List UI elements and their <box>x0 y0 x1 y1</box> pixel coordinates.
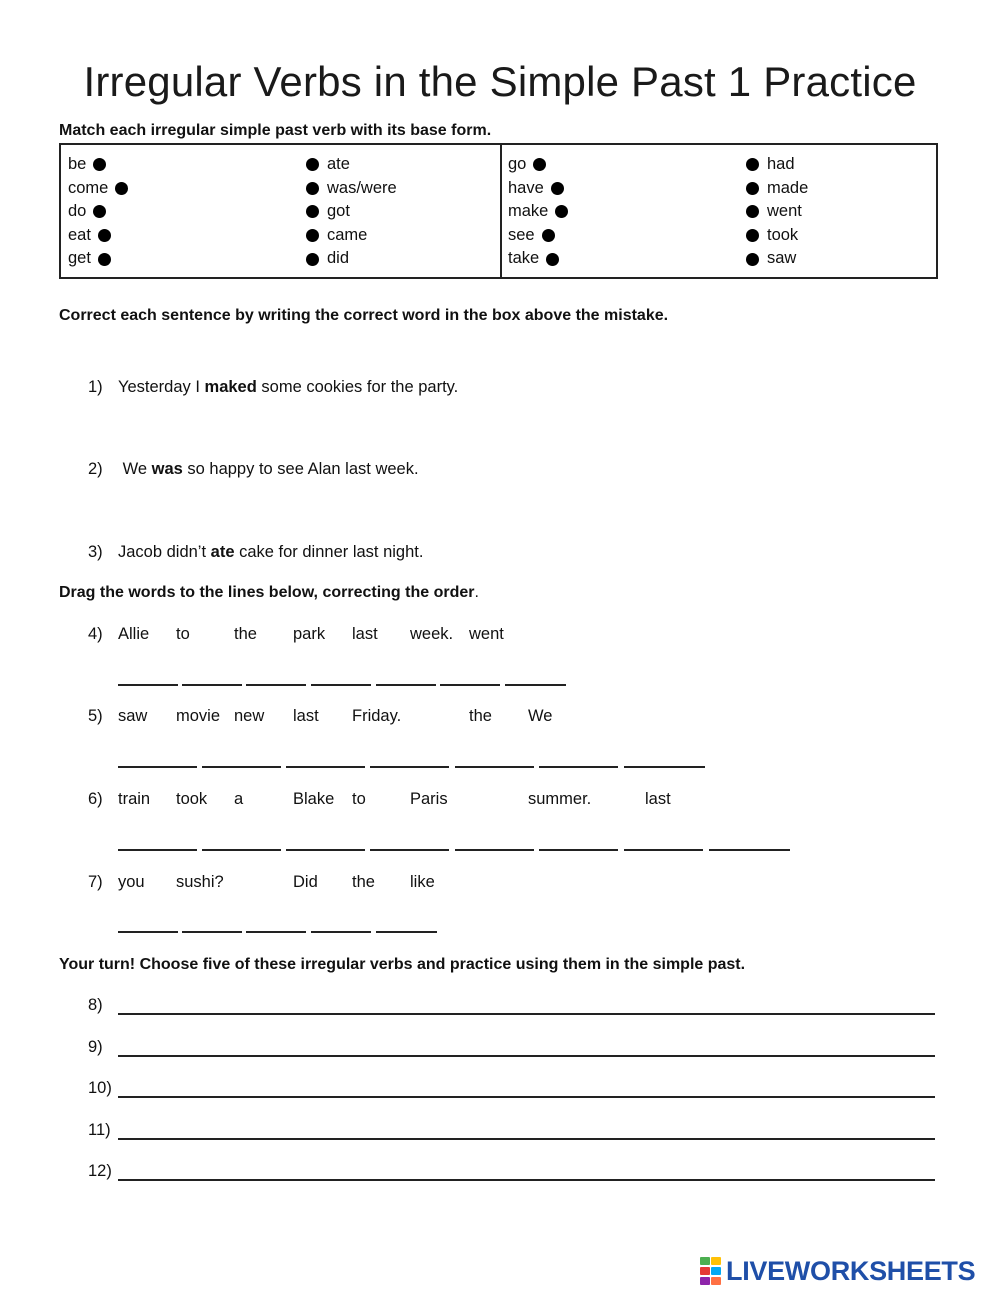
base-verb: come <box>68 178 109 197</box>
match-item[interactable] <box>68 247 128 271</box>
base-verb: go <box>508 155 527 173</box>
match-dot[interactable] <box>115 182 128 195</box>
answer-blank[interactable] <box>311 931 371 933</box>
drag-word[interactable]: like <box>410 873 435 891</box>
question-number: 5) <box>88 707 103 725</box>
question-number: 1) <box>88 378 103 396</box>
drag-word[interactable]: movie <box>176 707 221 725</box>
drag-word[interactable]: new <box>234 707 265 725</box>
match-item[interactable] <box>306 177 397 201</box>
correct-instruction: Correct each sentence by writing the correct word in the box above the mistake. <box>59 307 669 324</box>
match-item[interactable] <box>306 153 397 177</box>
base-verb: see <box>508 225 535 244</box>
question-number: 8) <box>88 996 103 1014</box>
question-number: 3) <box>88 543 103 561</box>
sentence-text: Jacob didn’t <box>118 543 211 561</box>
drag-word[interactable]: a <box>234 790 244 808</box>
drag-word[interactable]: to <box>176 625 190 643</box>
question-number: 7) <box>88 873 103 891</box>
sentence-text: We <box>118 460 152 478</box>
answer-blank[interactable] <box>370 766 449 768</box>
left-past-column <box>306 153 397 271</box>
correction-sentence <box>118 543 423 562</box>
past-verb: ate <box>327 155 350 173</box>
drag-word[interactable]: sushi? <box>176 873 224 891</box>
answer-blank[interactable] <box>370 849 449 851</box>
drag-word[interactable]: Allie <box>118 625 150 643</box>
answer-blank[interactable] <box>286 849 365 851</box>
match-dot[interactable] <box>306 182 319 195</box>
match-dot[interactable] <box>746 205 759 218</box>
drag-word[interactable]: last <box>645 790 671 808</box>
past-verb: got <box>327 202 350 221</box>
drag-word[interactable]: park <box>293 625 326 643</box>
past-verb: did <box>327 249 350 268</box>
past-verb: came <box>327 225 368 244</box>
answer-blank[interactable] <box>709 849 790 851</box>
match-dot[interactable] <box>306 253 319 266</box>
answer-blank[interactable] <box>624 766 705 768</box>
liveworksheets-logo-icon <box>700 1257 722 1285</box>
answer-blank[interactable] <box>376 684 436 686</box>
question-number: 10) <box>88 1079 112 1097</box>
base-verb: take <box>508 249 540 268</box>
match-item[interactable] <box>746 200 808 224</box>
match-dot[interactable] <box>306 205 319 218</box>
liveworksheets-logo <box>700 1256 975 1286</box>
order-instruction-text: Drag the words to the lines below, correcting the order <box>59 584 475 601</box>
answer-blank[interactable] <box>311 684 371 686</box>
match-item[interactable] <box>746 177 808 201</box>
past-verb: was/were <box>327 178 397 197</box>
drag-word[interactable]: to <box>352 790 366 808</box>
match-item[interactable] <box>508 247 568 271</box>
question-number: 12) <box>88 1162 112 1180</box>
match-item[interactable] <box>746 224 808 248</box>
drag-word[interactable]: train <box>118 790 151 808</box>
order-instruction <box>59 584 479 602</box>
answer-blank[interactable] <box>455 849 534 851</box>
drag-word[interactable]: week. <box>410 625 454 643</box>
practice-answer-line[interactable] <box>118 1138 935 1140</box>
drag-word[interactable]: last <box>352 625 378 643</box>
mistake-word[interactable]: maked <box>204 378 257 396</box>
sentence-text: Yesterday I <box>118 378 205 396</box>
match-item[interactable] <box>68 200 128 224</box>
base-verb: do <box>68 202 87 221</box>
mistake-word[interactable]: was <box>151 460 183 478</box>
match-dot[interactable] <box>746 182 759 195</box>
drag-word[interactable]: took <box>176 790 208 808</box>
answer-blank[interactable] <box>539 849 618 851</box>
match-item[interactable] <box>746 247 808 271</box>
match-dot[interactable] <box>546 253 559 266</box>
answer-blank[interactable] <box>440 684 500 686</box>
answer-blank[interactable] <box>118 931 178 933</box>
answer-blank[interactable] <box>118 849 197 851</box>
answer-blank[interactable] <box>202 849 281 851</box>
match-dot[interactable] <box>93 205 106 218</box>
drag-word[interactable]: went <box>469 625 504 643</box>
correction-sentence <box>118 460 419 479</box>
match-dot[interactable] <box>98 229 111 242</box>
match-item[interactable] <box>746 153 808 177</box>
drag-word[interactable]: the <box>234 625 257 643</box>
past-verb: went <box>767 202 802 221</box>
match-dot[interactable] <box>98 253 111 266</box>
match-dot[interactable] <box>542 229 555 242</box>
drag-word[interactable]: We <box>528 707 553 725</box>
right-base-column <box>508 153 568 271</box>
base-verb: get <box>68 249 91 268</box>
match-item[interactable] <box>508 224 568 248</box>
match-item[interactable] <box>68 177 128 201</box>
answer-blank[interactable] <box>118 684 178 686</box>
question-number: 6) <box>88 790 103 808</box>
match-dot[interactable] <box>555 205 568 218</box>
worksheet-title: Irregular Verbs in the Simple Past 1 Practice <box>83 58 917 105</box>
match-dot[interactable] <box>306 158 319 171</box>
drag-word[interactable]: Did <box>293 873 318 891</box>
matching-box <box>59 143 938 279</box>
match-item[interactable] <box>508 200 568 224</box>
practice-answer-line[interactable] <box>118 1055 935 1057</box>
answer-blank[interactable] <box>624 849 703 851</box>
past-verb: had <box>767 155 795 173</box>
match-dot[interactable] <box>533 158 546 171</box>
drag-word[interactable]: saw <box>118 707 148 725</box>
base-verb: make <box>508 202 549 221</box>
answer-blank[interactable] <box>118 766 197 768</box>
match-dot[interactable] <box>306 229 319 242</box>
liveworksheets-logo-text: LIVEWORKSHEETS <box>726 1255 976 1286</box>
practice-answer-line[interactable] <box>118 1179 935 1181</box>
left-base-column <box>68 153 128 271</box>
drag-word[interactable]: the <box>469 707 492 725</box>
drag-word[interactable]: Blake <box>293 790 335 808</box>
drag-word[interactable]: Friday. <box>352 707 402 725</box>
past-verb: saw <box>767 249 797 268</box>
right-past-column <box>746 153 808 271</box>
answer-blank[interactable] <box>539 766 618 768</box>
base-verb: eat <box>68 225 91 244</box>
base-verb: be <box>68 155 87 173</box>
answer-blank[interactable] <box>455 766 534 768</box>
match-instruction: Match each irregular simple past verb with its base form. <box>59 122 492 139</box>
sentence-text: cake for dinner last night. <box>234 543 424 561</box>
answer-blank[interactable] <box>286 766 365 768</box>
answer-blank[interactable] <box>246 684 306 686</box>
your-turn-instruction: Your turn! Choose five of these irregular verbs and practice using them in the simple past. <box>59 956 746 973</box>
match-item[interactable] <box>306 200 397 224</box>
answer-blank[interactable] <box>202 766 281 768</box>
match-item[interactable] <box>68 224 128 248</box>
matching-divider <box>500 145 502 277</box>
match-item[interactable] <box>508 177 568 201</box>
order-instruction-period: . <box>474 584 479 601</box>
match-dot[interactable] <box>746 229 759 242</box>
mistake-word[interactable]: ate <box>210 543 235 561</box>
past-verb: made <box>767 178 809 197</box>
match-dot[interactable] <box>746 158 759 171</box>
sentence-text: so happy to see Alan last week. <box>182 460 419 478</box>
answer-blank[interactable] <box>182 684 242 686</box>
question-number: 4) <box>88 625 103 643</box>
correction-sentence <box>118 378 458 397</box>
match-dot[interactable] <box>551 182 564 195</box>
practice-answer-line[interactable] <box>118 1096 935 1098</box>
answer-blank[interactable] <box>376 931 437 933</box>
answer-blank[interactable] <box>246 931 306 933</box>
practice-answer-line[interactable] <box>118 1013 935 1015</box>
past-verb: took <box>767 225 799 244</box>
drag-word[interactable]: you <box>118 873 145 891</box>
match-item[interactable] <box>306 247 397 271</box>
drag-word[interactable]: last <box>293 707 319 725</box>
answer-blank[interactable] <box>505 684 566 686</box>
sentence-text: some cookies for the party. <box>256 378 459 396</box>
drag-word[interactable]: the <box>352 873 375 891</box>
question-number: 9) <box>88 1038 103 1056</box>
question-number: 11) <box>88 1121 111 1139</box>
match-item[interactable] <box>306 224 397 248</box>
match-item[interactable] <box>508 153 568 177</box>
match-item[interactable] <box>68 153 128 177</box>
drag-word[interactable]: Paris <box>410 790 448 808</box>
base-verb: have <box>508 178 544 197</box>
answer-blank[interactable] <box>182 931 242 933</box>
match-dot[interactable] <box>93 158 106 171</box>
match-dot[interactable] <box>746 253 759 266</box>
drag-word[interactable]: summer. <box>528 790 592 808</box>
question-number: 2) <box>88 460 103 478</box>
